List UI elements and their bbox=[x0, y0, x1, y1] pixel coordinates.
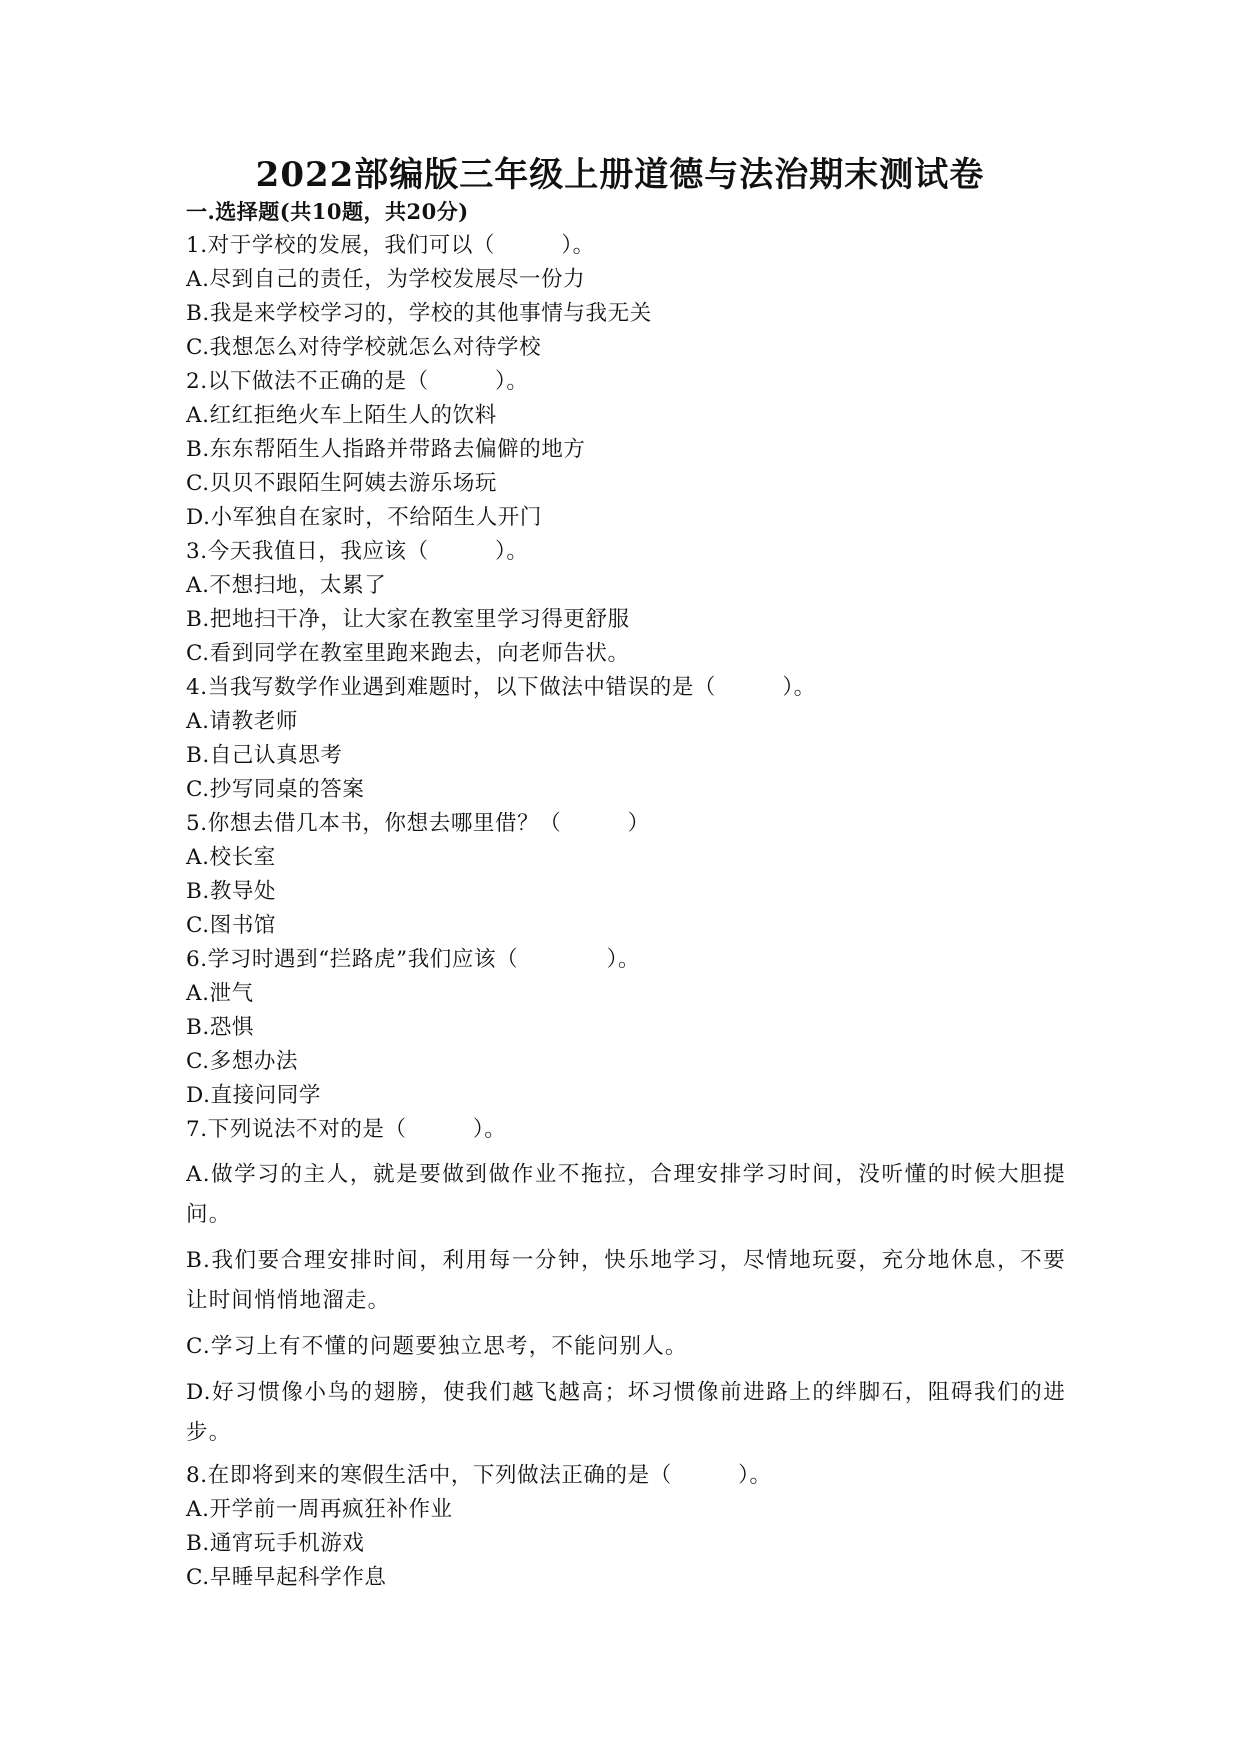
question-2 bbox=[186, 365, 1066, 535]
question-stem: 7.下列说法不对的是（ ）。 bbox=[186, 1117, 507, 1142]
option-c: C.图书馆 bbox=[186, 913, 277, 938]
question-stem: 6.学习时遇到“拦路虎”我们应该（ ）。 bbox=[186, 947, 641, 972]
option-b: B.我们要合理安排时间，利用每一分钟，快乐地学习，尽情地玩耍，充分地休息，不要让时间悄悄地溜走。 bbox=[186, 1248, 1066, 1313]
exam-content bbox=[186, 195, 1066, 1595]
option-c: C.抄写同桌的答案 bbox=[186, 777, 365, 802]
question-stem: 1.对于学校的发展，我们可以（ ）。 bbox=[186, 233, 595, 258]
option-c: C.看到同学在教室里跑来跑去，向老师告状。 bbox=[186, 641, 630, 666]
option-b: B.自己认真思考 bbox=[186, 743, 343, 768]
question-stem: 3.今天我值日，我应该（ ）。 bbox=[186, 539, 529, 564]
option-a: A.校长室 bbox=[186, 845, 276, 870]
option-d: D.直接问同学 bbox=[186, 1083, 322, 1108]
question-stem: 4.当我写数学作业遇到难题时，以下做法中错误的是（ ）。 bbox=[186, 675, 816, 700]
option-b: B.东东帮陌生人指路并带路去偏僻的地方 bbox=[186, 437, 586, 462]
option-d: D.好习惯像小鸟的翅膀，使我们越飞越高；坏习惯像前进路上的绊脚石，阻碍我们的进步。 bbox=[186, 1380, 1066, 1445]
option-b: B.通宵玩手机游戏 bbox=[186, 1531, 365, 1556]
option-c: C.我想怎么对待学校就怎么对待学校 bbox=[186, 335, 542, 360]
option-a: A.请教老师 bbox=[186, 709, 298, 734]
option-b: B.把地扫干净，让大家在教室里学习得更舒服 bbox=[186, 607, 630, 632]
option-a: A.做学习的主人，就是要做到做作业不拖拉，合理安排学习时间，没听懂的时候大胆提问。 bbox=[186, 1162, 1066, 1227]
option-c: C.贝贝不跟陌生阿姨去游乐场玩 bbox=[186, 471, 498, 496]
option-b: B.恐惧 bbox=[186, 1015, 255, 1040]
option-a: A.红红拒绝火车上陌生人的饮料 bbox=[186, 403, 497, 428]
option-c: C.多想办法 bbox=[186, 1049, 299, 1074]
question-stem: 8.在即将到来的寒假生活中，下列做法正确的是（ ）。 bbox=[186, 1463, 772, 1488]
option-a: A.开学前一周再疯狂补作业 bbox=[186, 1497, 453, 1522]
option-a: A.尽到自己的责任，为学校发展尽一份力 bbox=[186, 267, 586, 292]
question-1 bbox=[186, 229, 1066, 365]
option-c: C.学习上有不懂的问题要独立思考，不能问别人。 bbox=[186, 1334, 688, 1359]
question-stem: 2.以下做法不正确的是（ ）。 bbox=[186, 369, 529, 394]
option-a: A.泄气 bbox=[186, 981, 254, 1006]
section-heading: 一.选择题(共10题，共20分) bbox=[186, 199, 469, 224]
question-7 bbox=[186, 1113, 1066, 1453]
question-stem: 5.你想去借几本书，你想去哪里借？（ ） bbox=[186, 811, 650, 836]
question-6 bbox=[186, 943, 1066, 1113]
question-8 bbox=[186, 1459, 1066, 1595]
option-a: A.不想扫地，太累了 bbox=[186, 573, 387, 598]
document-title: 2022部编版三年级上册道德与法治期末测试卷 bbox=[255, 155, 985, 195]
question-5 bbox=[186, 807, 1066, 943]
option-b: B.我是来学校学习的，学校的其他事情与我无关 bbox=[186, 301, 652, 326]
option-b: B.教导处 bbox=[186, 879, 277, 904]
question-4 bbox=[186, 671, 1066, 807]
option-c: C.早睡早起科学作息 bbox=[186, 1565, 387, 1590]
question-3 bbox=[186, 535, 1066, 671]
option-d: D.小军独自在家时，不给陌生人开门 bbox=[186, 505, 543, 530]
